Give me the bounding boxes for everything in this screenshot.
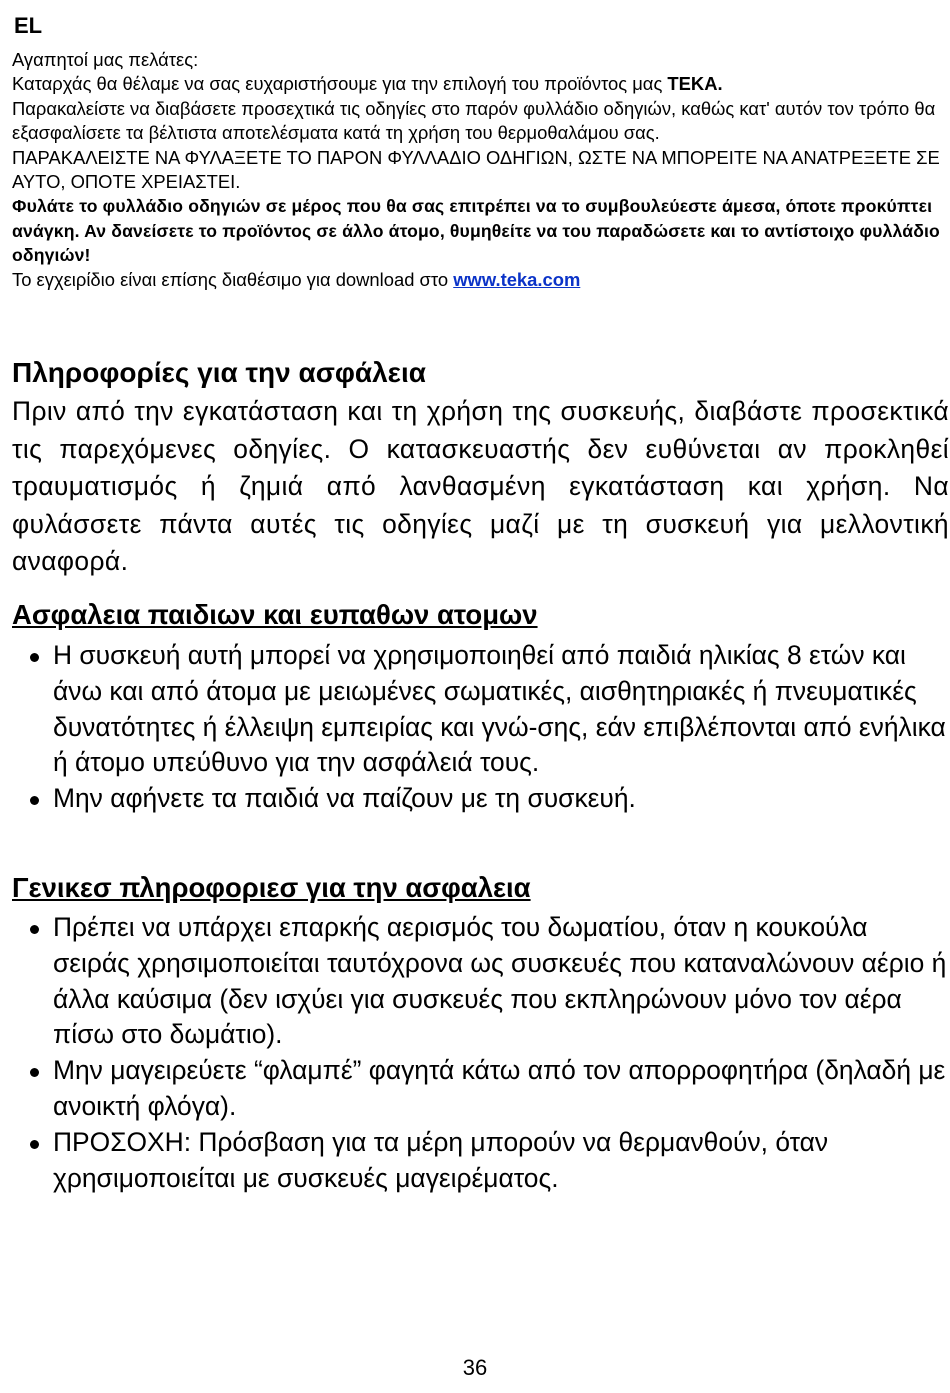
- keep-instructions-caps: ΠΑΡΑΚΑΛΕΙΣΤΕ ΝΑ ΦΥΛΑΞΕΤΕ ΤΟ ΠΑΡΟΝ ΦΥΛΛΑΔΙΟ ΟΔΗΓΙΩΝ, ΩΣΤΕ ΝΑ ΜΠΟΡΕΙΤΕ ΝΑ ΑΝΑΤΡΕΞΕΤΕ ΣΕ ΑΥΤΟ, ΟΠΟΤΕ ΧΡΕΙΑΣΤΕΙ.: [12, 146, 940, 193]
- list-item: [12, 910, 947, 1053]
- list-item-text: ΠΡΟΣΟΧΗ: Πρόσβαση για τα μέρη μπορούν να θερμανθούν, όταν χρησιμοποιείται με συσκευές μαγειρέματος.: [53, 1126, 829, 1193]
- list-item-text: Μην μαγειρεύετε “φλαμπέ” φαγητά κάτω από τον απορροφητήρα (δηλαδή με ανοικτή φλόγα).: [53, 1055, 946, 1121]
- children-safety-section: [12, 598, 947, 817]
- general-safety-list: [12, 910, 947, 1196]
- list-item: [12, 781, 947, 817]
- read-carefully-text: Παρακαλείστε να διαβάσετε προσεχτικά τις οδηγίες στο παρόν φυλλάδιο οδηγιών, καθώς κατ' αυτόν τον τρόπο θα εξασφαλίσετε τα βέλτιστα αποτελέσματα κατά τη χρήση του θερμοθαλάμου σας.: [12, 97, 936, 144]
- general-safety-heading: Γενικεσ πληροφοριεσ για την ασφαλεια: [12, 872, 531, 903]
- safety-heading: Πληροφορίες για την ασφάλεια: [12, 357, 426, 388]
- general-safety-section: [12, 871, 947, 1196]
- bullet-icon: [30, 1140, 39, 1149]
- bullet-icon: [30, 1068, 39, 1077]
- language-code: EL: [14, 13, 43, 38]
- bullet-icon: [30, 653, 39, 662]
- children-safety-heading: Ασφαλεια παιδιων και ευπαθων ατομων: [12, 599, 538, 630]
- list-item: [12, 638, 947, 781]
- list-item-text: Μην αφήνετε τα παιδιά να παίζουν με τη συσκευή.: [53, 783, 636, 814]
- list-item-text: Πρέπει να υπάρχει επαρκής αερισμός του δωματίου, όταν η κουκούλα σειράς χρησιμοποιείται ταυτόχρονα ως συσκευές που καταναλώνουν αέριο ή άλλα καύσιμα (δεν ισχύει για συσκευές που εκπληρώνουν μόνο τον αέρα πίσω στο δωμάτιο).: [53, 912, 947, 1050]
- bullet-icon: [30, 796, 39, 805]
- thanks-text: Καταρχάς θα θέλαμε να σας ευχαριστήσουμε για την επιλογή του προϊόντος μας: [12, 73, 668, 95]
- safety-paragraph: Πριν από την εγκατάσταση και τη χρήση της συσκευής, διαβάστε προσεκτικά τις παρεχόμενες οδηγίες. Ο κατασκευαστής δεν ευθύνεται αν προκληθεί τραυματισμός ή ζημιά από λανθασμένη εγκατάσταση και χρήση. Να φυλάσσετε πάντα αυτές τις οδηγίες μαζί με τη συσκευή για μελλοντική αναφορά.: [12, 396, 949, 576]
- greeting: Αγαπητοί μας πελάτες:: [12, 49, 199, 70]
- bullet-icon: [30, 925, 39, 934]
- download-line: [12, 268, 942, 292]
- brand-name: TEKA.: [667, 73, 723, 95]
- download-text: Το εγχειρίδιο είναι επίσης διαθέσιμο για download στο: [12, 268, 454, 290]
- children-safety-list: [12, 638, 947, 817]
- list-item: [12, 1125, 947, 1197]
- list-item: [12, 1053, 947, 1125]
- list-item-text: Η συσκευή αυτή μπορεί να χρησιμοποιηθεί από παιδιά ηλικίας 8 ετών και άνω και από άτομα με μειωμένες σωματικές, αισθητηριακές ή πνευματικές δυνατότητες ή έλλειψη εμπειρίας και γνώ-σης, εάν επιβλέπονται από ενήλικα ή άτομο υπεύθυνο για την ασφάλειά τους.: [53, 640, 946, 778]
- page-number: 36: [462, 1355, 488, 1380]
- teka-website-link[interactable]: www.teka.com: [453, 268, 581, 290]
- keep-instructions-bold: Φυλάτε το φυλλάδιο οδηγιών σε μέρος που θα σας επιτρέπει να το συμβουλεύεστε άμεσα, όποτε προκύπτει ανάγκη. Αν δανείσετε το προϊόντος σε άλλο άτομο, θυμηθείτε να του παραδώσετε και το αντίστοιχο φυλλάδιο οδηγιών!: [12, 196, 940, 266]
- thanks-line: [12, 72, 942, 96]
- intro-section: [12, 48, 942, 292]
